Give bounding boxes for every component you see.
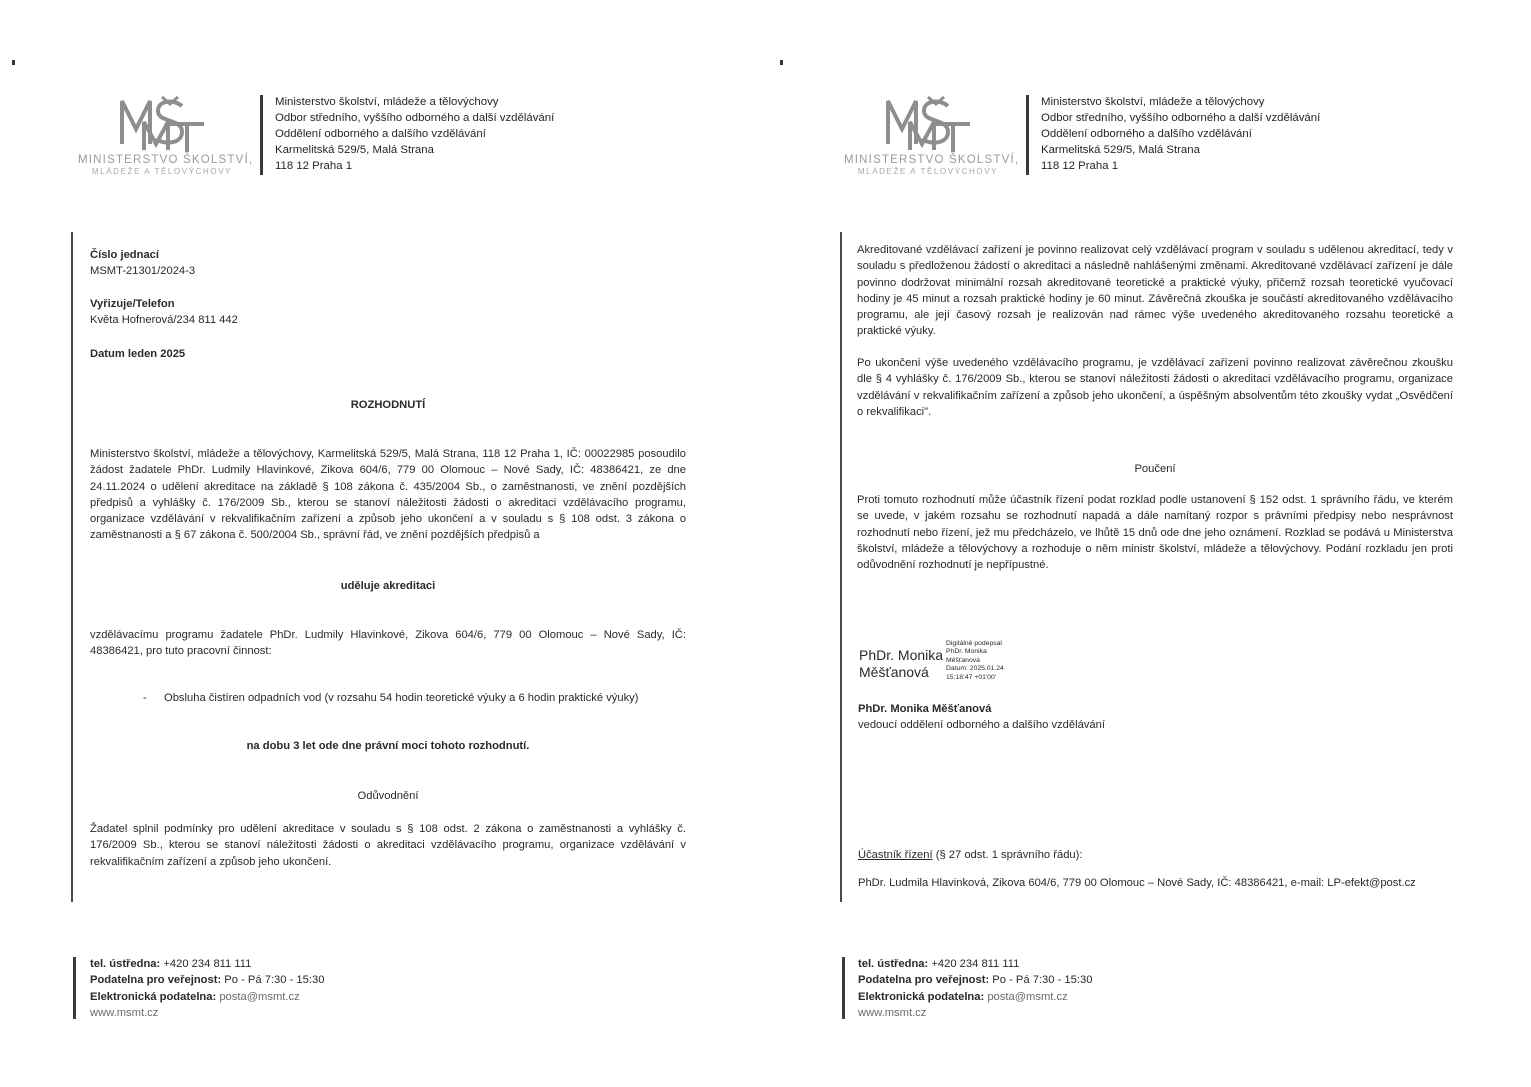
address-line: Oddělení odborného a dalšího vzdělávání: [275, 128, 486, 140]
reason-text: Žadatel splnil podmínky pro udělení akreditace v souladu s § 108 odst. 2 zákona o zaměstnanosti a vyhlášky č. 176/2009 Sb., kterou se stanoví náležitosti žádosti o akreditaci vzdělávacího programu, organizace vzdělávání v rekvalifikačním zařízení a způsob jeho ukončení.: [90, 823, 686, 868]
signature-name-line1: PhDr. Monika: [859, 647, 944, 663]
signer-name: PhDr. Monika Měšťanová: [858, 703, 992, 715]
page-left: [0, 0, 765, 1087]
address-line: Karmelitská 529/5, Malá Strana: [275, 144, 434, 156]
ref-value: MSMT-21301/2024-3: [90, 265, 196, 278]
contact-value: Květa Hofnerová/234 811 442: [90, 314, 238, 327]
email-value[interactable]: posta@msmt.cz: [984, 990, 1068, 1003]
work-activity: Obsluha čistíren odpadních vod (v rozsahu 54 hodin teoretické výuky a 6 hodin praktické výuky): [164, 692, 639, 704]
phone-value: +420 234 811 111: [928, 958, 1020, 970]
signature-detail: Datum: 2025.01.24: [946, 665, 1004, 673]
program-text: vzdělávacímu programu žadatele PhDr. Ludmily Hlavinkové, Zikova 604/6, 779 00 Olomouc – Nové Sady, IČ: 48386421, pro tuto pracovní činnost:: [90, 629, 686, 658]
notice-text: Proti tomuto rozhodnutí může účastník řízení podat rozklad podle ustanovení § 152 odst. 1 správního řádu, ve kterém se uvede, v jakém rozsahu se rozhodnutí napadá a dále namítaný rozpor s právními předpisy nebo nesprávnost rozhodnutí nebo řízení, jež mu předcházelo, ve lhůtě 15 dnů ode dne jeho oznámení. Rozklad se podává u Ministerstva školství, mládeže a tělovýchovy a rozhoduje o něm ministr školství, mládeže a tělovýchovy. Podání rozkladu jen proti odůvodnění rozhodnutí je nepřípustné.: [857, 494, 1453, 572]
signature-detail: 15:18:47 +01'00': [946, 673, 997, 681]
ministry-address: [275, 94, 554, 174]
contact-block: [90, 296, 690, 329]
date-label: Datum leden 2025: [90, 348, 186, 360]
address-line: Ministerstvo školství, mládeže a tělovýchovy: [275, 96, 499, 108]
decision-title: ROZHODNUTÍ: [350, 399, 426, 411]
body-divider: [840, 232, 842, 902]
contact-label: Vyřizuje/Telefon: [90, 298, 175, 310]
footer-divider: [73, 957, 76, 1019]
phone-label: tel. ústředna:: [858, 958, 929, 970]
email-label: Elektronická podatelna:: [858, 990, 985, 1003]
body-divider: [71, 232, 73, 902]
ref-label: Číslo jednací: [90, 249, 160, 261]
website-link[interactable]: www.msmt.cz: [90, 1006, 159, 1019]
address-line: 118 12 Praha 1: [1041, 160, 1119, 172]
participant-entry: PhDr. Ludmila Hlavinková, Zikova 604/6, 779 00 Olomouc – Nové Sady, IČ: 48386421, e-mail: LP-efekt@post.cz: [858, 877, 1416, 889]
ministry-logo: [844, 96, 1020, 176]
phone-value: +420 234 811 111: [160, 958, 252, 970]
footer-divider: [842, 957, 845, 1019]
decision-intro: Ministerstvo školství, mládeže a tělovýchovy, Karmelitská 529/5, Malá Strana, 118 12 Praha 1, IČ: 00022985 posoudilo žádost žadatele PhDr. Ludmily Hlavinkové, Zikova 604/6, 779 00 Olomouc – Nové Sady, IČ: 48386421, ze dne 24.11.2024 o udělení akreditace na základě § 108 zákona č. 435/2004 Sb., o zaměstnanosti, ve znění pozdějších předpisů a vyhlášky č. 176/2009 Sb., kterou se stanoví náležitosti žádosti o akreditaci vzdělávacího programu, organizace vzdělávání v rekvalifikačním zařízení a způsob jeho ukončení a v souladu s § 108 odst. 3 zákona o zaměstnanosti a § 67 zákona č. 500/2004 Sb., správní řád, ve znění pozdějších předpisů a: [90, 448, 686, 542]
website-link[interactable]: www.msmt.cz: [858, 1006, 927, 1019]
signature-details: [946, 640, 1004, 682]
reason-heading: Odůvodnění: [357, 790, 419, 802]
exam-paragraph: Po ukončení výše uvedeného vzdělávacího programu, je vzdělávací zařízení povinno realizovat závěrečnou zkoušku dle § 4 vyhlášky č. 176/2009 Sb., kterou se stanoví náležitosti žádosti o akreditaci vzdělávacího programu, organizace vzdělávání v rekvalifikačním zařízení a způsob jeho ukončení, a úspěšným absolventům této zkoušky vydat „Osvědčení o rekvalifikaci".: [857, 357, 1453, 418]
address-line: Oddělení odborného a dalšího vzdělávání: [1041, 128, 1252, 140]
header-divider: [260, 95, 263, 175]
scan-mark: [12, 60, 15, 65]
ministry-address: [1041, 94, 1320, 174]
footer: [90, 956, 324, 1021]
office-value: Po - Pá 7:30 - 15:30: [221, 974, 325, 987]
address-line: Odbor středního, vyššího odborného a další vzdělávání: [275, 112, 555, 124]
logo-text-line1: MINISTERSTVO ŠKOLSTVÍ,: [78, 154, 254, 166]
signer-block: [858, 701, 1454, 734]
obligation-paragraph: Akreditované vzdělávací zařízení je povinno realizovat celý vzdělávací program v souladu s udělenou akreditací, tedy v souladu s předloženou žádostí o akreditaci a následně nahlášenými změnami. Akreditované vzdělávací zařízení je dále povinno dodržovat minimální rozsah akreditované teoretické a praktické výuky, přičemž rozsah teoretické vyučovací hodiny je 45 minut a rozsah praktické hodiny je 60 minut. Závěrečná zkouška je součástí akreditovaného vzdělávacího programu, ale její časový rozsah je realizován nad rámec výše uvedeného akreditovaného rozsahu teoretické a praktické výuky.: [857, 244, 1453, 338]
signature-name: [859, 647, 943, 681]
signature-detail: Digitálně podepsal: [946, 640, 1002, 647]
page-right: [766, 0, 1531, 1087]
participants-suffix: (§ 27 odst. 1 správního řádu):: [932, 849, 1083, 861]
office-label: Podatelna pro veřejnost:: [90, 974, 222, 987]
ministry-logo: [78, 96, 254, 176]
office-label: Podatelna pro veřejnost:: [858, 974, 990, 987]
msmt-logo-icon: [78, 96, 246, 154]
notice-heading: Poučení: [1134, 463, 1176, 475]
signature-name-line2: Měšťanová: [859, 664, 929, 680]
signature-detail: PhDr. Monika: [946, 648, 987, 656]
bullet-mark: -: [143, 692, 147, 704]
reference-block: [90, 247, 690, 280]
participants-label: Účastník řízení: [858, 849, 933, 861]
participants-heading: [858, 847, 1458, 863]
scan-mark: [780, 60, 783, 65]
logo-text-line1: MINISTERSTVO ŠKOLSTVÍ,: [844, 154, 1020, 166]
signature-detail: Měšťanová: [946, 656, 980, 664]
email-value[interactable]: posta@msmt.cz: [216, 990, 300, 1003]
email-label: Elektronická podatelna:: [90, 990, 217, 1003]
footer: [858, 956, 1092, 1021]
header-divider: [1026, 95, 1029, 175]
signer-role: vedoucí oddělení odborného a dalšího vzdělávání: [858, 719, 1105, 732]
logo-text-line2: MLÁDEŽE A TĚLOVÝCHOVY: [91, 167, 233, 176]
address-line: 118 12 Praha 1: [275, 160, 353, 172]
office-value: Po - Pá 7:30 - 15:30: [989, 974, 1093, 987]
msmt-logo-icon: [844, 96, 1012, 154]
address-line: Odbor středního, vyššího odborného a další vzdělávání: [1041, 112, 1321, 124]
grant-heading: uděluje akreditaci: [340, 580, 436, 592]
address-line: Ministerstvo školství, mládeže a tělovýchovy: [1041, 96, 1265, 108]
logo-text-line2: MLÁDEŽE A TĚLOVÝCHOVY: [857, 167, 999, 176]
accreditation-duration: na dobu 3 let ode dne právní moci tohoto rozhodnutí.: [246, 740, 530, 752]
address-line: Karmelitská 529/5, Malá Strana: [1041, 144, 1200, 156]
phone-label: tel. ústředna:: [90, 958, 161, 970]
